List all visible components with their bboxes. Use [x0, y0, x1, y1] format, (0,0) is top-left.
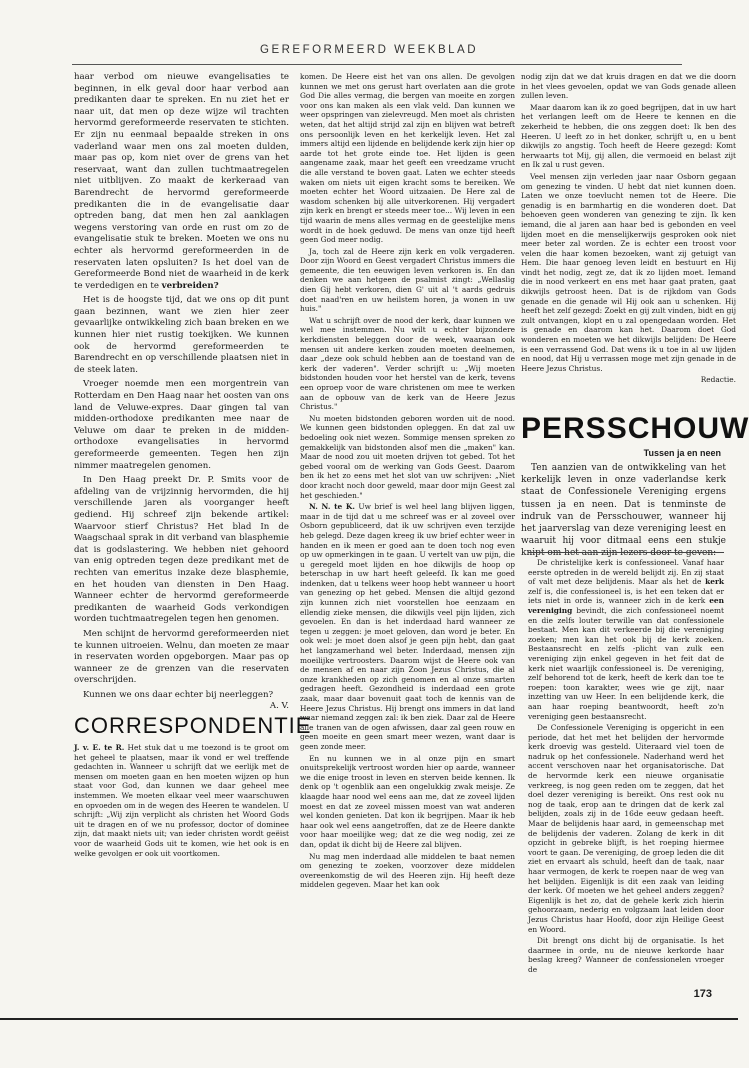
- paragraph: Dit brengt ons dicht bij de organisatie. Is het daarmee in orde, nu de nieuwe kerkorde haar beslag kreeg? Wanneer de confessionelen vroeger de: [528, 936, 724, 974]
- paragraph: En nu kunnen we in al onze pijn en smart onuitsprekelijk vertroost worden hier op aarde, wanneer we die enige troost in leven en sterven beide kennen. Ik denk op 't ogenblik aan een ongelukkig zwak meisje. Ze klaagde haar nood wel eens aan me, dat ze zoveel lijden moest en dat ze zoveel missen moest van wat anderen wel konden genieten. Dat kon ik begrijpen. Maar ik heb haar ook wel eens aangetroffen, dat ze de Heere dankte voor haar moeilijke weg; dat ze die weg nodig, zei ze dan, opdat ik dicht bij de Heere zal blijven.: [300, 753, 515, 849]
- paragraph: Men schijnt de hervormd gereformeerden niet te kunnen uitroeien. Welnu, dan moeten ze maar in reservaten worden opgeborgen. Maar pas op wanneer ze de grenzen van die reservaten overschrijden.: [74, 628, 289, 686]
- paragraph: nodig zijn dat we dat kruis dragen en dat we die doorn in het vlees gevoelen, opdat we van Gods genade alleen zullen leven.: [521, 72, 736, 101]
- paragraph: Wat u schrijft over de nood der kerk, daar kunnen we wel mee instemmen. Nu wilt u echter bijzondere kerkdiensten beleggen door de week, waaraan ook mensen uit andere kerken zouden moeten deelnemen, daar „deze ook schuld hebben aan de toestand van de kerk der vaderen". Verder schrijft u: „Wij moeten bidstonden houden voor het herstel van de kerk, tevens een oproep voor de ware christenen om mee te werken aan de opbouw van de kerk van de Heere Jezus Christus.": [300, 315, 515, 412]
- section-title-persschouw: PERSSCHOUW: [521, 412, 749, 445]
- paragraph: Kunnen we ons daar echter bij neerleggen? A. V.: [83, 689, 289, 712]
- subheading: Tussen ja en neen: [643, 448, 721, 458]
- paragraph: In Den Haag preekt Dr. P. Smits voor de afdeling van de vrijzinnig hervormden, die hij verschillende jaren als voorganger heeft gediend. Hij schreef zijn bekende artikel: Waarvoor stierf Christus? Het blad In de Waagschaal sprak in dit verband van blasphemie dat is godslastering. We hebben niet gehoord van enig optreden tegen deze predikant met de rechten van emeritus inzake deze blasphemie, en het houden van diensten in Den Haag. Wanneer echter de hervormd gereformeerde predikanten de waarheid Gods verkondigen worden tuchtmaatregelen tegen hen genomen.: [74, 475, 289, 625]
- section-title-correspondentie: CORRESPONDENTIE: [74, 713, 312, 739]
- correspondent-label: J. v. E. te R.: [74, 743, 125, 753]
- bold-word: verbreiden?: [161, 280, 219, 291]
- paragraph: Nu mag men inderdaad alle middelen te baat nemen om genezing te zoeken, voorzover deze middelen overeenkomstig de wil des Heeren zijn. Hij heeft deze middelen gegeven. Maar het kan ook: [300, 851, 515, 890]
- bottom-rule: [0, 1018, 738, 1020]
- column-left: [74, 72, 312, 952]
- column-right: [521, 72, 736, 412]
- paragraph: Veel mensen zijn verleden jaar naar Osborn gegaan om genezing te vinden. U hebt dat niet kunnen doen. Laten we onze toevlucht nemen tot de Heere. Die genadig is en barmhartig en die wonderen doet. Dat behoeven geen wonderen van genezing te zijn. Ik ken iemand, die al jaren aan haar bed is gebonden en veel lijden moet en die menselijkerwijs gesproken ook niet meer beter zal worden. Ze is echter een troost voor velen die haar komen bezoeken, want zij getuigt van Hem. Die haar genoeg leven leidt en bestuurt en Hij vindt het nodig, zegt ze, dat ik zo lijden moet. Iemand die in nood verkeert en ens met haar gaat praten, gaat dikwijls getroost heen. Dat is de rijkdom van Gods genade en die genade wil Hij ook aan u schenken. Hij heeft het zelf gezegd: Zoekt en gij zult vinden, bidt en gij zult ontvangen, klopt en u zal opengedaan worden. Het is genade en daarom kan het. Daarom doet God wonderen en moeten we het dikwijls belijden: De Heere is een verrassend God. Dat wens ik u toe in al uw lijden en nood, dat Hij u verrassen moge met zijn genade in de Heere Jezus Christus.: [521, 171, 736, 373]
- paragraph: komen. De Heere eist het van ons allen. De gevolgen kunnen we met ons gerust hart overlaten aan die grote God Die alles vermag, die bergen van moeite en zorgen voor ons kan maken als een vlak veld. Dan kunnen we weer opspringen van zielevreugd. Men moet als christen weten, dat het altijd strijd zal zijn en blijven wat betreft ons persoonlijk leven en het kerkelijk leven. Het zal immers altijd een lijdende en belijdende kerk zijn hier op aarde tot het grote einde toe. Het lijden is geen aangename zaak, maar het geeft een vreedzame vrucht die alle verstand te boven gaat. Laten we echter steeds waken om niets uit eigen kracht soms te bereiken. We moeten echter het Woord uitzaaien. De Here zal de wasdom schenken bij alle uitverkorenen. Hij vergadert zijn kerk en brengt er steeds meer toe... Wij leven in een tijd waarin de mens alles vermag en de geestelijke mens wordt in de hoek geduwd. De mens van onze tijd heeft geen God meer nodig.: [300, 72, 515, 245]
- author-initials: A. V.: [269, 701, 289, 712]
- paragraph: Ja, toch zal de Heere zijn kerk en volk vergaderen. Door zijn Woord en Geest vergadert Christus immers die gemeente, die ten eeuwigen leven verkoren is. En dan denken we aan hetgeen de psalmist zingt: „Wellaslig dien Gij hebt verkoren, dien G' uit al 't aards gedruis doet naad'ren en uw heilstem horen, ja wonen in uw huis.": [300, 246, 515, 314]
- signature: Redactie.: [700, 375, 736, 385]
- paragraph: Nu moeten bidstonden geboren worden uit de nood. We kunnen geen bidstonden opleggen. En dat zal uw bedoeling ook niet wezen. Sommige mensen spreken zo gemakkelijk van bidstonden alsof men die „maken" kan. Maar de nood zou uit moeten drijven tot gebed. Tot het gebed vooral om de werking van Gods Geest. Daarom ben ik het zo eens met het slot van uw schrijven: „Niet door kracht noch door geweld, maar door mijn Geest zal het geschieden.": [300, 413, 515, 500]
- page-number: 173: [693, 988, 712, 1000]
- paragraph: De Confessionele Vereniging is opgericht in een periode, dat het met het belijden der hervormde kerk droevig was gesteld. Uiteraard viel toen de nadruk op het confessionele. Naderhand werd het accent verschoven naar het organisatorische. Dat de hervormde kerk een nieuwe organisatie verkreeg, is nog geen reden om te zeggen, dat het doel dezer vereniging is bereikt. Ons rest ook nu nog de taak, erop aan te dringen dat de kerk zal belijden, zoals zij in de 16de eeuw gedaan heeft. Maar de belijdenis haar aard, in gemeenschap met de belijdenis der vaderen. Zolang de kerk in dit opzicht in gebreke blijft, is het roeping hiermee voort te gaan. De vereniging, de groep leden die dit ziet en ervaart als schuld, heeft dan de taak, naar haar vermogen, de kerk te roepen naar de weg van het belijden. Eigenlijk is dit een zaak van leiding der kerk. Of moeten we het geheel anders zeggen? Eigenlijk is het zo, dat de gehele kerk zich hierin gehoorzaam, nederig en volgzaam laat leiden door Jezus Christus haar Hoofd, door zijn Heilige Geest en Woord.: [528, 723, 724, 934]
- quote-rule-top: [528, 552, 724, 553]
- paragraph: Maar daarom kan ik zo goed begrijpen, dat in uw hart het verlangen leeft om de Heere te kennen en die zekerheid te hebben, die ons zeggen doet: Ik ben des Heeren. U leeft zo in het donker, schrijft u, en u bent dikwijls zo angstig. Toch heeft de Heere gezegd: Komt herwaarts tot Mij, gij allen, die vermoeid en belast zijt en Ik zal u rust geven.: [521, 102, 736, 170]
- correspondent-label: N. N. te K.: [309, 502, 355, 512]
- intro-text: [521, 462, 726, 560]
- paragraph: De christelijke kerk is confessioneel. Vanaf haar eerste optreden in de wereld belijdt zij. En zij staat of valt met deze belijdenis. Maar als het de kerk zelf is, die confessioneel is, is het een teken dat er iets niet in orde is, wanneer zich in de kerk een vereniging bevindt, die zich confessioneel noemt en die zelfs louter terwille van dat confessionele bestaat. Men kan dit verkeerde bij die vereniging zoeken; men kan het ook bij de kerk zoeken. Bestaansrecht en zelfs -plicht van zulk een vereniging zijn enkel gegeven in het feit dat de kerk niet waarlijk confessioneel is. De vereniging, zelf behorend tot de kerk, heeft de kerk dan toe te roepen: toon karakter, wees wie ge zijt, naar inzetting van uw Heer. In een belijdende kerk, die aan haar roeping beantwoordt, heeft zo'n vereniging geen bestaansrecht.: [528, 558, 725, 721]
- column-middle: [300, 72, 515, 962]
- paragraph: Het is de hoogste tijd, dat we ons op dit punt gaan bezinnen, want we zien hier zeer gevaarlijke ontwikkeling zich baan breken en we kunnen hier niet rustig toekijken. We kunnen ook de hervormd gereformeerden te Barendrecht en op verschillende plaatsen niet in de steek laten.: [74, 295, 289, 375]
- header-rule: [72, 64, 682, 65]
- paragraph: N. N. te K. Uw brief is wel heel lang blijven liggen, maar in de tijd dat u me schreef was er al zoveel over Osborn gepubliceerd, dat ik uw schrijven even terzijde heb gelegd. Deze dagen kreeg ik uw brief echter weer in handen en ik meen er goed aan te doen toch nog even op uw opmerkingen in te gaan. U vertelt van uw pijn, die u geregeld moet lijden en hoe dikwijls de hoop op beterschap in uw hart heeft geleefd. Ik kan me goed indenken, dat u telkens weer hoop hebt wanneer u hoort van genezing op het gebed. Mensen die altijd gezond zijn kunnen zich niet voorstellen hoe eenzaam en ellendig zieke mensen, die dikwijls veel pijn lijden, zich gevoelen. En dan is het inderdaad hard wanneer ze tegen u zeggen: je moet geloven, dan word je beter. En ook wel: je moet doen alsof je geen pijn hebt, dan gaat het langzamerhand wel beter. Inderdaad, mensen zijn moeilijke vertroosters. Daarom wijst de Heere ook van de mensen af en naar zijn Zoon Jezus Christus, die al onze krankheden op zich genomen en al onze smarten gedragen heeft. Gezondheid is inderdaad een grote zaak, maar daar bovenuit gaat toch de kennis van de Heere Jezus Christus. Hij brengt ons immers in dat land waar niemand zeggen zal: ik ben ziek. Daar zal de Heere alle tranen van de ogen afwissen, daar zal geen rouw en geen moeite en geen smart meer wezen, want daar is geen zonde meer.: [300, 502, 515, 751]
- paragraph: Vroeger noemde men een morgentrein van Rotterdam en Den Haag naar het oosten van ons land de Veluwe-expres. Daar gingen tal van midden-orthodoxe predikanten mee naar de Veluwe om daar te preken in de midden-orthodoxe evangelisaties in hervormd gereformeerde gemeenten. Tegen hen zijn nimmer maatregelen genomen.: [74, 379, 289, 471]
- paragraph: Ten aanzien van de ontwikkeling van het kerkelijk leven in onze vaderlandse kerk staat de Confessionele Vereniging ergens tussen ja en neen. Dat is tenminste de indruk van de Persschouwer, wanneer hij het jaarverslag van deze vereniging leest en waaruit hij voor ditmaal eens een stukje knipt om het aan zijn lezers door te geven:: [521, 463, 726, 559]
- paragraph: haar verbod om nieuwe evangelisaties te beginnen, in elk geval door haar verbod aan predikanten daar te spreken. En nu ziet het er naar uit, dat men op deze wijze wil trachten hervormd gereformeerde reservaten te stichten. Er zijn nu eenmaal bepaalde streken in ons vaderland waar men ons zal moeten dulden, maar pas op, kom niet over de grens van het reservaat, want dan zullen tuchtmaatregelen niet uitblijven. Zo maakt de kerkeraad van Barendrecht de hervormd gereformeerde predikanten die in de evangelisatie daar optreden bang, dat men hen zal aanklagen wegens verstoring van orde en rust om zo de evangelisatie stuk te breken. Moeten we ons nu echter als hervormd gereformeerden in de reservaten laten opsluiten? Is het doel van de Gereformeerde Bond niet de waarheid in de kerk te verdedigen en te verbreiden?: [74, 72, 289, 291]
- quoted-excerpt: [528, 558, 725, 974]
- paragraph: J. v. E. te R. Het stuk dat u me toezond is te groot om het geheel te plaatsen, maar ik vond er wel treffende gedachten in. Wanneer u schrijft dat we eerlijk met de mensen om moeten gaan en hen moeten wijzen op hun staat voor God, dan kunnen we daar geheel mee instemmen. We moeten elkaar veel meer waarschuwen en opvoeden om in de wegen des Heeren te wandelen. U schrijft: „Wij zijn verplicht als christen het Woord Gods uit te dragen en of we nu professor, doctor of dominee zijn, dat maakt niets uit; van ieder christen wordt geëist voor de waarheid Gods uit te komen, wie het ook is en welke gevolgen er ook uit voortkomen.: [74, 743, 290, 858]
- running-header: GEREFORMEERD WEEKBLAD: [260, 44, 478, 56]
